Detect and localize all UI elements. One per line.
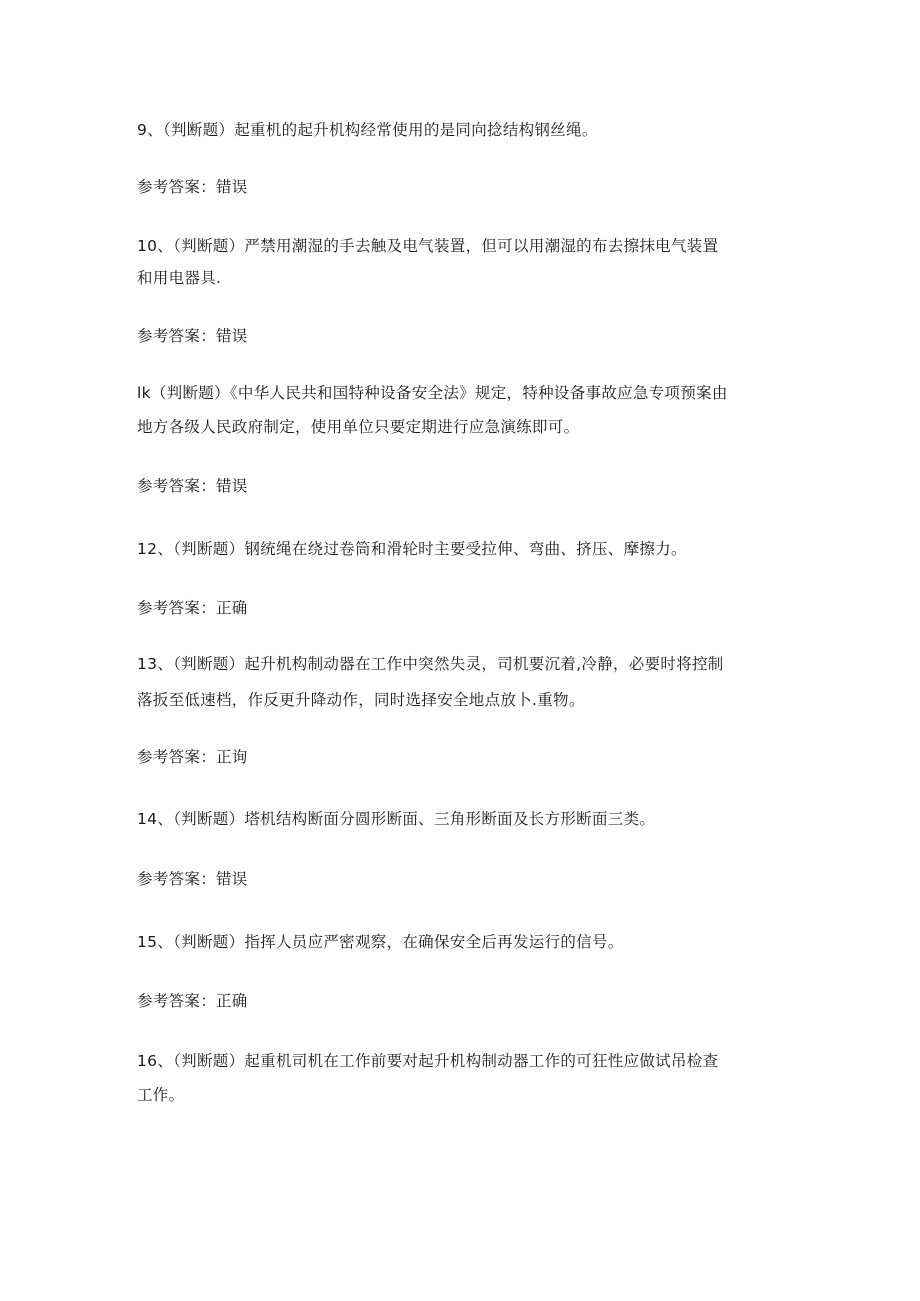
question-15-line-1: 15、（判断题）指挥人员应严密观察，在确保安全后再发运行的信号。 bbox=[137, 933, 624, 951]
answer-12: 参考答案：正确 bbox=[137, 599, 248, 617]
question-10-line-2: 和用电器具. bbox=[137, 269, 222, 287]
question-11-line-2: 地方各级人民政府制定，使用单位只要定期进行应急演练即可。 bbox=[137, 418, 580, 436]
answer-10: 参考答案：错误 bbox=[137, 327, 248, 345]
question-10-line-1: 10、（判断题）严禁用潮湿的手去触及电气装置，但可以用潮湿的布去擦抹电气装置 bbox=[137, 237, 719, 255]
question-12-line-1: 12、（判断题）钢统绳在绕过卷筒和滑轮时主要受拉伸、弯曲、挤压、摩擦力。 bbox=[137, 540, 687, 558]
question-16-line-1: 16、（判断题）起重机司机在工作前要对起升机构制动器工作的可狂性应做试吊检查 bbox=[137, 1052, 719, 1070]
question-9-line-1: 9、（判断题）起重机的起升机构经常使用的是同向捻结构钢丝绳。 bbox=[137, 121, 598, 139]
question-13-line-1: 13、（判断题）起升机构制动器在工作中突然失灵，司机要沉着,冷静，必要时将控制 bbox=[137, 655, 724, 673]
question-11-line-1: lk（判断题）《中华人民共和国特种设备安全法》规定，特种设备事故应急专项预案由 bbox=[137, 384, 728, 402]
answer-9: 参考答案：错误 bbox=[137, 178, 248, 196]
question-16-line-2: 工作。 bbox=[137, 1086, 185, 1104]
question-13-line-2: 落扳至低速档，作反更升降动作，同时选择安全地点放卜.重物。 bbox=[137, 691, 585, 709]
answer-15: 参考答案：正确 bbox=[137, 992, 248, 1010]
question-14-line-1: 14、（判断题）塔机结构断面分圆形断面、三角形断面及长方形断面三类。 bbox=[137, 810, 656, 828]
answer-14: 参考答案：错误 bbox=[137, 870, 248, 888]
answer-11: 参考答案：错误 bbox=[137, 477, 248, 495]
answer-13: 参考答案：正询 bbox=[137, 748, 248, 766]
